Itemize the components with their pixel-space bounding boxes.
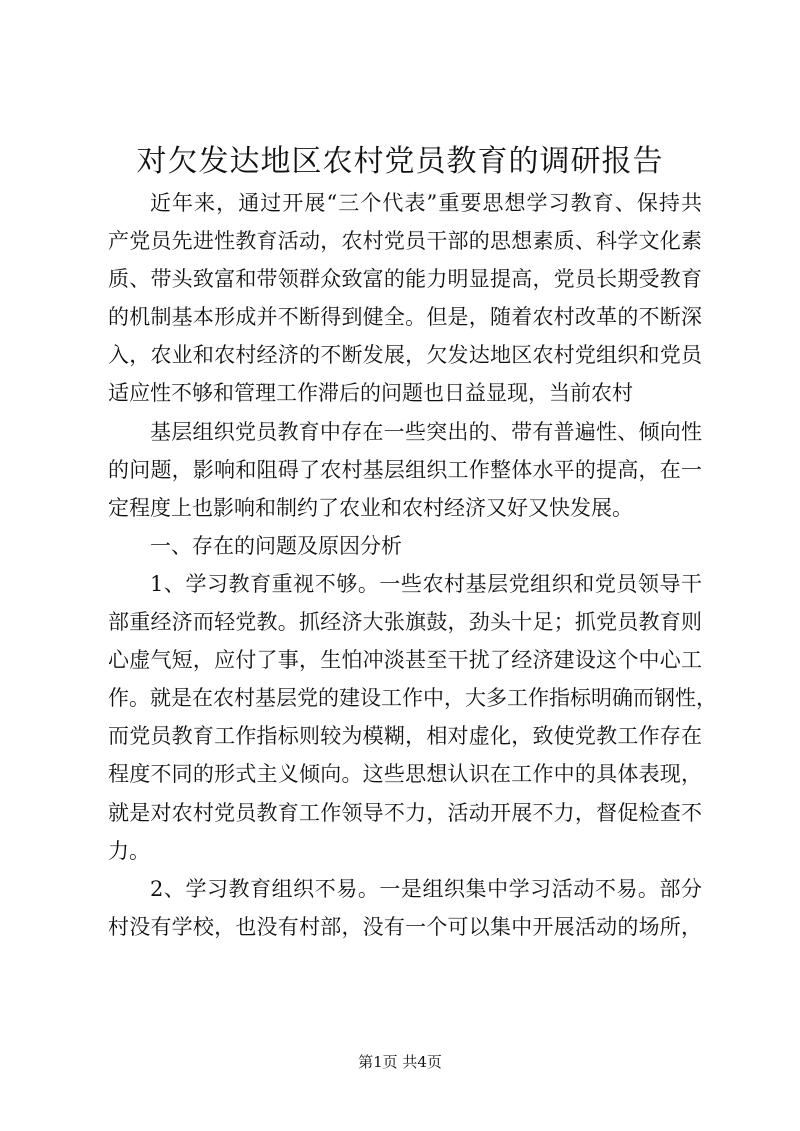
text-line: 2、学习教育组织不易。一是组织集中学习活动不易。部分: [150, 876, 702, 901]
document-title: 对欠发达地区农村党员教育的调研报告: [136, 144, 664, 179]
text-line: 的问题，影响和阻碍了农村基层组织工作整体水平的提高，在一: [108, 457, 702, 482]
text-line: 就是对农村党员教育工作领导不力，活动开展不力，督促检查不: [108, 800, 702, 825]
text-line: 定程度上也影响和制约了农业和农村经济又好又快发展。: [108, 495, 633, 520]
text-line: 村没有学校，也没有村部，没有一个可以集中开展活动的场所，: [108, 914, 702, 939]
text-line: 近年来，通过开展“三个代表”重要思想学习教育、保持共: [150, 191, 702, 215]
text-line: 的机制基本形成并不断得到健全。但是，随着农村改革的不断深: [108, 305, 702, 330]
text-line: 程度不同的形式主义倾向。这些思想认识在工作中的具体表现，: [108, 762, 702, 787]
text-line: 基层组织党员教育中存在一些突出的、带有普遍性、倾向性: [150, 419, 702, 444]
text-line: 部重经济而轻党教。抓经济大张旗鼓，劲头十足；抓党员教育则: [108, 610, 702, 635]
text-line: 质、带头致富和带领群众致富的能力明显提高，党员长期受教育: [108, 267, 702, 292]
text-line: 作。就是在农村基层党的建设工作中，大多工作指标明确而钢性，: [108, 686, 717, 711]
page-number: 第1页 共4页: [358, 1053, 442, 1071]
text-line: 入，农业和农村经济的不断发展，欠发达地区农村党组织和党员: [108, 343, 702, 368]
document-body: [108, 184, 717, 946]
text-line: 1、学习教育重视不够。一些农村基层党组织和党员领导干: [150, 571, 702, 596]
text-line: 力。: [108, 838, 150, 863]
text-line: 适应性不够和管理工作滞后的问题也日益显现，当前农村: [108, 381, 633, 406]
text-line: 心虚气短，应付了事，生怕冲淡甚至干扰了经济建设这个中心工: [108, 648, 702, 673]
section-heading: 一、存在的问题及原因分析: [150, 533, 402, 558]
text-line: 产党员先进性教育活动，农村党员干部的思想素质、科学文化素: [108, 229, 702, 254]
text-line: 而党员教育工作指标则较为模糊，相对虚化，致使党教工作存在: [108, 724, 702, 749]
